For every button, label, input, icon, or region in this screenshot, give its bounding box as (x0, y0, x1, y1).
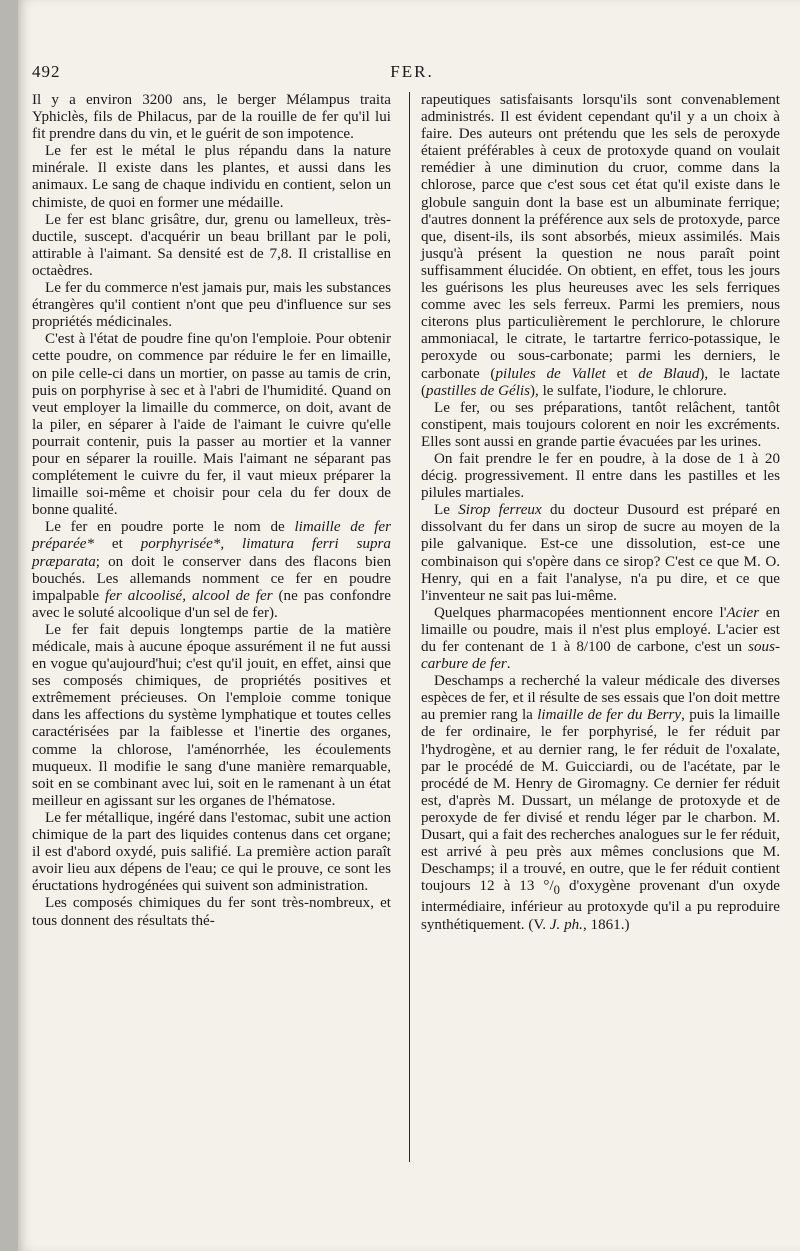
paragraph: Il y a environ 3200 ans, le berger Mélampus traita Yphiclès, fils de Philacus, par de la rouille de fer qu'il lui fit prendre dans du vin, et le guérit de son impotence. (32, 92, 391, 143)
paragraph: Le fer fait depuis longtemps partie de la matière médicale, mais à aucune époque assurément il ne fut aussi en vogue qu'aujourd'hui; c'est qu'il jouit, en effet, ainsi que ses composés chimiques, de propriétés positives et extrêmement précieuses. On l'emploie comme tonique dans les affections du système lymphatique et toutes celles caractérisées par la faiblesse et l'inertie des organes, comme la chlorose, l'aménorrhée, les écoulements muqueux. Il modifie le sang d'une manière remarquable, soit en se combinant avec lui, soit en le ramenant à un état meilleur en agissant sur les organes de l'hématose. (32, 621, 391, 809)
paragraph: Le Sirop ferreux du docteur Dusourd est préparé en dissolvant du fer dans un sirop de sucre au moyen de la pile galvanique. Est-ce une dissolution, est-ce une combinaison qui s'opère dans ce sirop? C'est ce que M. O. Henry, qui en a fait l'analyse, n'a pu dire, et ce que l'inventeur ne sait pas lui-même. (421, 502, 780, 604)
paragraph: On fait prendre le fer en poudre, à la dose de 1 à 20 décig. progressivement. Il entre dans les pastilles et les pilules martiales. (421, 450, 780, 502)
column-divider (409, 92, 410, 1162)
paragraph: Deschamps a recherché la valeur médicale des diverses espèces de fer, et il résulte de ses essais que l'on doit mettre au premier rang la limaille de fer du Berry, puis la limaille de fer ordinaire, le fer porphyrisé, le fer réduit par l'hydrogène, et au dernier rang, le fer réduit de l'oxalate, par le procédé de M. Guicciardi, ou de l'acétate, par le procédé de M. Henry de Giromagny. Ce dernier fer réduit est, d'après M. Dussart, un mélange de protoxyde et de peroxyde de fer divisé et rendu léger par le charbon. M. Dusart, qui a fait des recherches analogues sur le fer réduit, est arrivé à peu près aux mêmes conclusions que M. Deschamps; il a trouvé, en outre, que le fer réduit contient toujours 12 à 13 $^\circ/_0$ d'oxygène provenant d'un oxyde intermédiaire, inférieur au protoxyde qu'il a pu reproduire synthétiquement. (V. J. ph., 1861.) (421, 673, 781, 933)
running-title: FER. (390, 62, 434, 81)
paragraph: Le fer du commerce n'est jamais pur, mais les substances étrangères qu'il contient n'ont que peu d'influence sur ses propriétés médicinales. (32, 280, 391, 331)
paragraph: Les composés chimiques du fer sont très-nombreux, et tous donnent des résultats thé- (32, 895, 391, 929)
page-number: 492 (32, 62, 61, 81)
paragraph: Le fer est le métal le plus répandu dans la nature minérale. Il existe dans les plantes, et aussi dans les animaux. Le sang de chaque individu en contient, selon un chimiste, de quoi en former une médaille. (32, 143, 391, 211)
left-column (32, 92, 391, 930)
paragraph: Le fer, ou ses préparations, tantôt relâchent, tantôt constipent, mais toujours colorent en noir les excréments. Elles sont aussi en grande partie évacuées par les urines. (421, 399, 780, 450)
paragraph: Le fer est blanc grisâtre, dur, grenu ou lamelleux, très-ductile, suscept. d'acquérir un beau brillant par le poli, attirable à l'aimant. Sa densité est de 7,8. Il cristallise en octaèdres. (32, 211, 391, 279)
right-column (421, 92, 780, 934)
book-page (18, 0, 800, 1251)
paragraph: rapeutiques satisfaisants lorsqu'ils sont convenablement administrés. Il est évident cependant qu'il y a un choix à faire. Des auteurs ont prétendu que les sels de peroxyde étaient préférables à ceux de protoxyde quand on voulait remédier à une diminution du cruor, comme dans la chlorose, parce que c'est sous cet état qu'il existe dans le globule sanguin dont la base est un albuminate ferrique; d'autres donnent la préférence aux sels de protoxyde, parce que, disent-ils, ils sont absorbés, mieux assimilés. Mais jusqu'à présent la question ne nous paraît point suffisamment élucidée. On obtient, en effet, tous les jours les guérisons les plus heureuses avec les sels ferriques comme avec les sels ferreux. Parmi les premiers, nous citerons plus particulièrement le perchlorure, le chlorure ammoniacal, le citrate, le tartartre ferrico-potassique, le peroxyde ou sous-carbonate; parmi les derniers, le carbonate (pilules de Vallet et de Blaud), le lactate (pastilles de Gélis), le sulfate, l'iodure, le chlorure. (421, 92, 780, 399)
paragraph: Quelques pharmacopées mentionnent encore l'Acier en limaille ou poudre, mais il n'est plus employé. L'acier est du fer contenant de 1 à 8/100 de carbone, c'est un sous-carbure de fer. (421, 604, 780, 673)
paragraph: C'est à l'état de poudre fine qu'on l'emploie. Pour obtenir cette poudre, on commence par réduire le fer en limaille, on pile celle-ci dans un mortier, on passe au tamis de crin, puis on porphyrise à sec et à l'abri de l'humidité. Quand on veut employer la limaille du commerce, on doit, avant de la piler, en séparer à l'aide de l'aimant le cuivre qu'elle pourrait contenir, puis la passer au mortier et la vanner pour en séparer la rouille. Mais l'aimant ne séparant pas complétement le cuivre du fer, il vaut mieux préparer la limaille soi-même et choisir pour cela du fer doux de bonne qualité. (32, 331, 391, 519)
paragraph: Le fer en poudre porte le nom de limaille de fer préparée* et porphyrisée*, limatura ferri supra præparata; on doit le conserver dans des flacons bien bouchés. Les allemands nomment ce fer en poudre impalpable fer alcoolisé, alcool de fer (ne pas confondre avec le soluté alcoolique d'un sel de fer). (32, 519, 391, 621)
paragraph: Le fer métallique, ingéré dans l'estomac, subit une action chimique de la part des liquides contenus dans cet organe; il est d'abord oxydé, puis salifié. La première action paraît avoir lieu aux dépens de l'eau; ce qui le prouve, ce sont les éructations hydrogénées qui suivent son administration. (32, 809, 391, 895)
page-header (32, 62, 792, 84)
